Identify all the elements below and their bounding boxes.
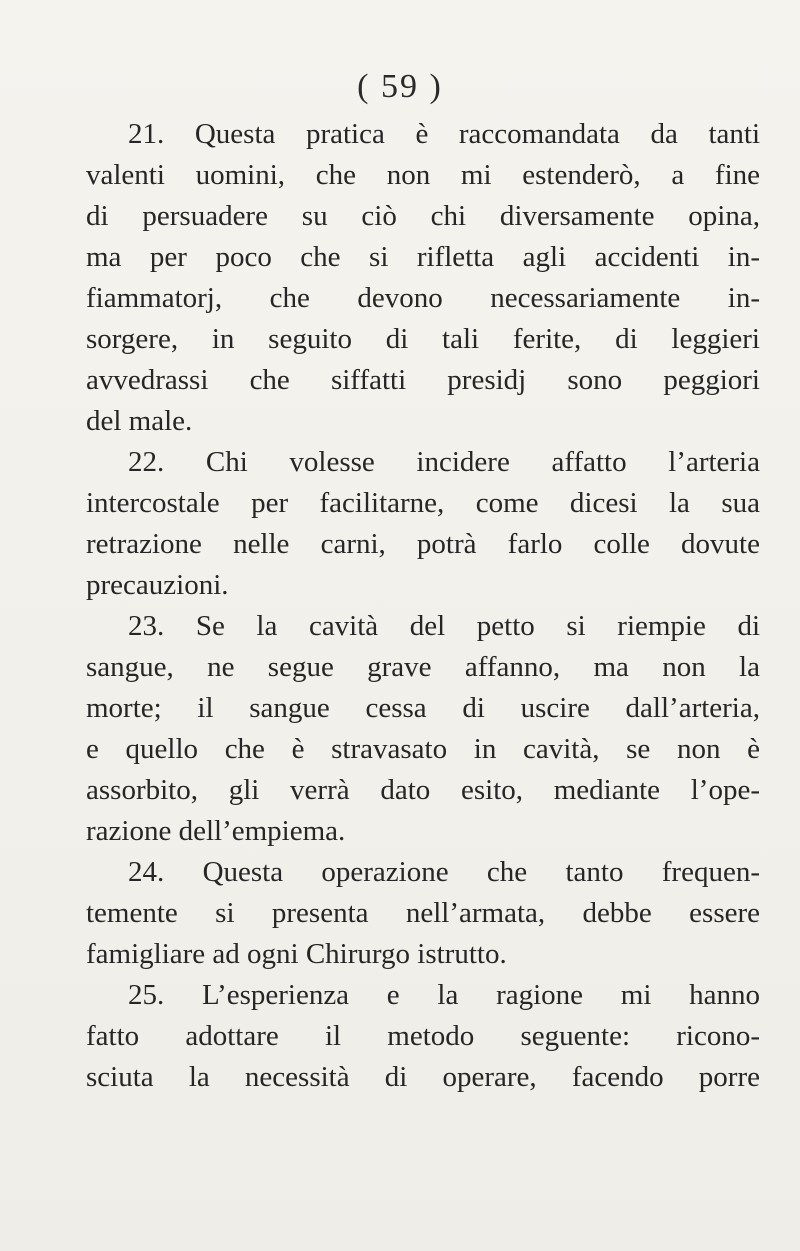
text-line: 24. Questa operazione che tanto frequen- <box>128 856 760 888</box>
text-line: razione dell’empiema. <box>86 815 346 847</box>
text-line: 25. L’esperienza e la ragione mi hanno <box>128 979 760 1011</box>
page-number: ( 59 ) <box>357 68 443 105</box>
text-line: 22. Chi volesse incidere affatto l’arteria <box>128 446 760 478</box>
text-line: fatto adottare il metodo seguente: ricono- <box>86 1020 760 1052</box>
paragraph-23 <box>86 606 760 852</box>
text-line: famigliare ad ogni Chirurgo istrutto. <box>86 938 507 970</box>
text-line: 23. Se la cavità del petto si riempie di <box>128 610 760 642</box>
text-line: temente si presenta nell’armata, debbe essere <box>86 897 760 929</box>
text-line: retrazione nelle carni, potrà farlo colle dovute <box>86 528 760 560</box>
text-line: ma per poco che si rifletta agli accidenti in- <box>86 241 760 273</box>
text-line: di persuadere su ciò chi diversamente opina, <box>86 200 760 232</box>
paragraph-25 <box>86 975 760 1098</box>
paragraph-22 <box>86 442 760 606</box>
text-line: avvedrassi che siffatti presidj sono peggiori <box>86 364 760 396</box>
paragraph-24 <box>86 852 760 975</box>
text-line: sangue, ne segue grave affanno, ma non la <box>86 651 760 683</box>
text-line: sciuta la necessità di operare, facendo porre <box>86 1061 760 1093</box>
text-line: intercostale per facilitarne, come dicesi la sua <box>86 487 760 519</box>
text-line: valenti uomini, che non mi estenderò, a fine <box>86 159 760 191</box>
text-line: precauzioni. <box>86 569 229 601</box>
text-line: del male. <box>86 405 193 437</box>
text-line: assorbito, gli verrà dato esito, mediante l’ope- <box>86 774 760 806</box>
text-line: 21. Questa pratica è raccomandata da tanti <box>128 118 760 150</box>
text-line: fiammatorj, che devono necessariamente in- <box>86 282 760 314</box>
text-line: sorgere, in seguito di tali ferite, di leggieri <box>86 323 760 355</box>
body-text <box>86 114 760 1098</box>
paragraph-21 <box>86 114 760 442</box>
text-line: e quello che è stravasato in cavità, se non è <box>86 733 760 765</box>
text-line: morte; il sangue cessa di uscire dall’arteria, <box>86 692 760 724</box>
